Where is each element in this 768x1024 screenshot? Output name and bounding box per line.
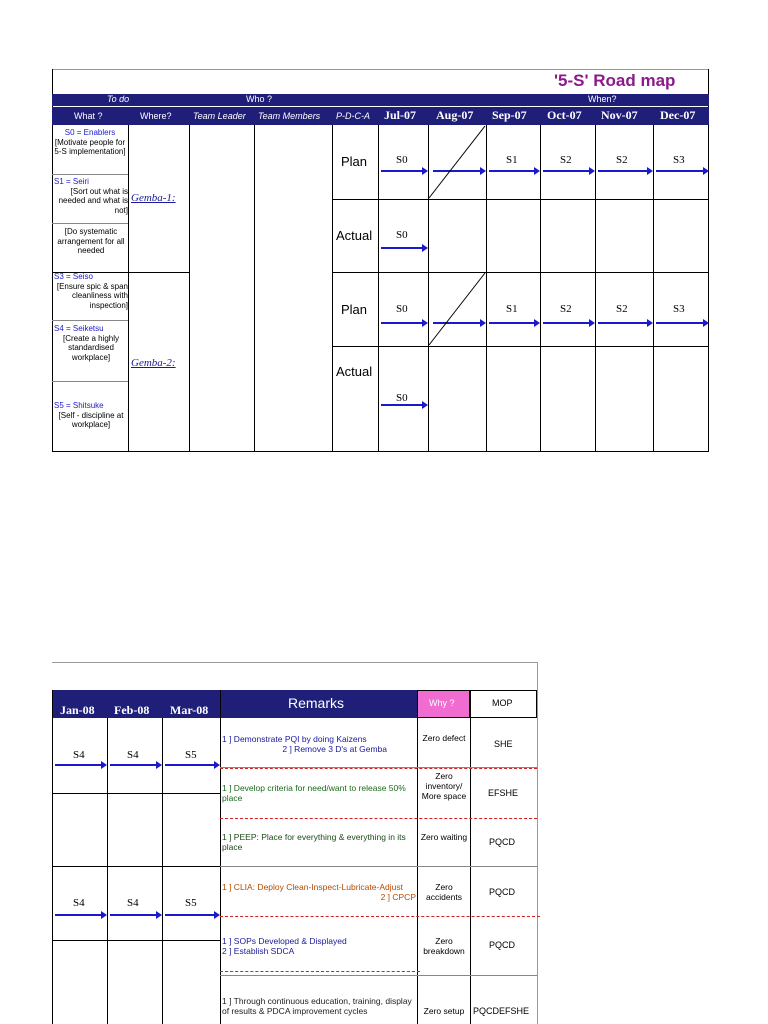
month-header: Mar-08 (170, 703, 209, 717)
why-cell: Zero breakdown (423, 936, 465, 956)
plan-cell: S3 (673, 154, 685, 166)
actual-cell: S0 (396, 392, 408, 404)
remark-cell: 1 ] CLIA: Deploy Clean-Inspect-Lubricate-Adjust 2 ] CPCP (222, 882, 416, 902)
pdca-label: Actual (336, 228, 373, 243)
mop-cell: PQCD (489, 940, 516, 950)
why-cell: Zero defect (422, 733, 466, 743)
plan-cell: S3 (673, 303, 685, 315)
mop-cell: EFSHE (488, 788, 519, 798)
where-link-gemba-2[interactable]: Gemba-2: (131, 357, 176, 369)
progress-arrow (110, 914, 157, 916)
mop-cell: PQCD (489, 887, 516, 897)
what-item: [Do systematic arrangement for all needed (57, 227, 125, 255)
remark-cell: 1 ] PEEP: Place for everything & everything in its place (222, 832, 406, 852)
progress-arrow (381, 322, 423, 324)
plan-cell: S5 (185, 897, 197, 909)
plan-cell: S2 (560, 154, 572, 166)
month-header: Aug-07 (436, 108, 474, 122)
progress-arrow (381, 170, 423, 172)
progress-arrow (381, 247, 423, 249)
mop-header: MOP (492, 698, 513, 708)
progress-arrow (598, 170, 648, 172)
column-header-what: What ? (74, 111, 103, 121)
plan-cell: S1 (506, 303, 518, 315)
column-header-team-members: Team Members (258, 111, 321, 121)
why-header: Why ? (429, 698, 455, 708)
plan-cell: S4 (73, 897, 85, 909)
progress-arrow (55, 914, 102, 916)
remark-cell: 1 ] SOPs Developed & Displayed 2 ] Establish SDCA (222, 936, 347, 956)
what-item: S1 = Seiri [Sort out what is needed and what is not] (54, 177, 128, 215)
remark-cell: 1 ] Through continuous education, training, display of results & PDCA improvement cycles (222, 996, 412, 1016)
progress-arrow (489, 170, 535, 172)
progress-arrow (165, 764, 215, 766)
progress-arrow (110, 764, 157, 766)
progress-arrow (381, 404, 423, 406)
column-header-pdca: P-D-C-A (336, 111, 370, 121)
group-header-when: When? (588, 94, 617, 104)
month-header: Jul-07 (384, 108, 417, 122)
where-link-gemba-1[interactable]: Gemba-1: (131, 192, 176, 204)
column-header-team-leader: Team Leader (193, 111, 246, 121)
remark-cell: 1 ] Develop criteria for need/want to release 50% place (222, 783, 406, 803)
month-header: Feb-08 (114, 703, 150, 717)
plan-cell: S0 (396, 303, 408, 315)
plan-cell: S1 (506, 154, 518, 166)
what-item: S5 = Shitsuke [Self - discipline at workplace] (54, 401, 124, 429)
why-cell: Zero waiting (420, 832, 468, 842)
diagonal-slash (428, 272, 486, 346)
progress-arrow (598, 322, 648, 324)
group-header-who: Who ? (246, 94, 273, 104)
month-header: Jan-08 (60, 703, 95, 717)
plan-cell: S0 (396, 154, 408, 166)
column-header-where: Where? (140, 111, 172, 121)
why-cell: Zero setup (423, 1006, 465, 1016)
remarks-header: Remarks (288, 695, 345, 711)
month-header: Oct-07 (547, 108, 582, 122)
progress-arrow (55, 764, 102, 766)
progress-arrow (489, 322, 535, 324)
plan-cell: S4 (127, 749, 139, 761)
why-cell: Zero accidents (426, 882, 462, 902)
why-cell: Zero inventory/ More space (421, 771, 467, 801)
what-item: S3 = Seiso [Ensure spic & span cleanliness with inspection] (54, 272, 128, 310)
plan-cell: S2 (616, 154, 628, 166)
mop-cell: PQCDEFSHE (473, 1006, 530, 1016)
plan-cell: S4 (73, 749, 85, 761)
mop-cell: PQCD (489, 837, 516, 847)
month-header: Nov-07 (601, 108, 638, 122)
remark-cell: 1 ] Demonstrate PQI by doing Kaizens 2 ] Remove 3 D's at Gemba (222, 734, 387, 754)
progress-arrow (543, 322, 590, 324)
diagonal-slash (428, 125, 486, 199)
pdca-label: Plan (341, 154, 368, 169)
what-item: S4 = Seiketsu [Create a highly standardised workplace] (54, 324, 120, 362)
plan-cell: S2 (560, 303, 572, 315)
plan-cell: S2 (616, 303, 628, 315)
month-header: Sep-07 (492, 108, 527, 122)
progress-arrow (165, 914, 215, 916)
pdca-label: Actual (336, 364, 373, 379)
progress-arrow (543, 170, 590, 172)
mop-cell: SHE (494, 739, 513, 749)
progress-arrow (656, 170, 704, 172)
what-item: S0 = Enablers [Motivate people for 5-S implementation] (54, 128, 126, 156)
progress-arrow (656, 322, 704, 324)
pdca-label: Plan (341, 302, 368, 317)
group-header-todo: To do (107, 94, 130, 104)
page-title: '5-S' Road map (554, 71, 676, 90)
actual-cell: S0 (396, 229, 408, 241)
plan-cell: S4 (127, 897, 139, 909)
month-header: Dec-07 (660, 108, 696, 122)
plan-cell: S5 (185, 749, 197, 761)
